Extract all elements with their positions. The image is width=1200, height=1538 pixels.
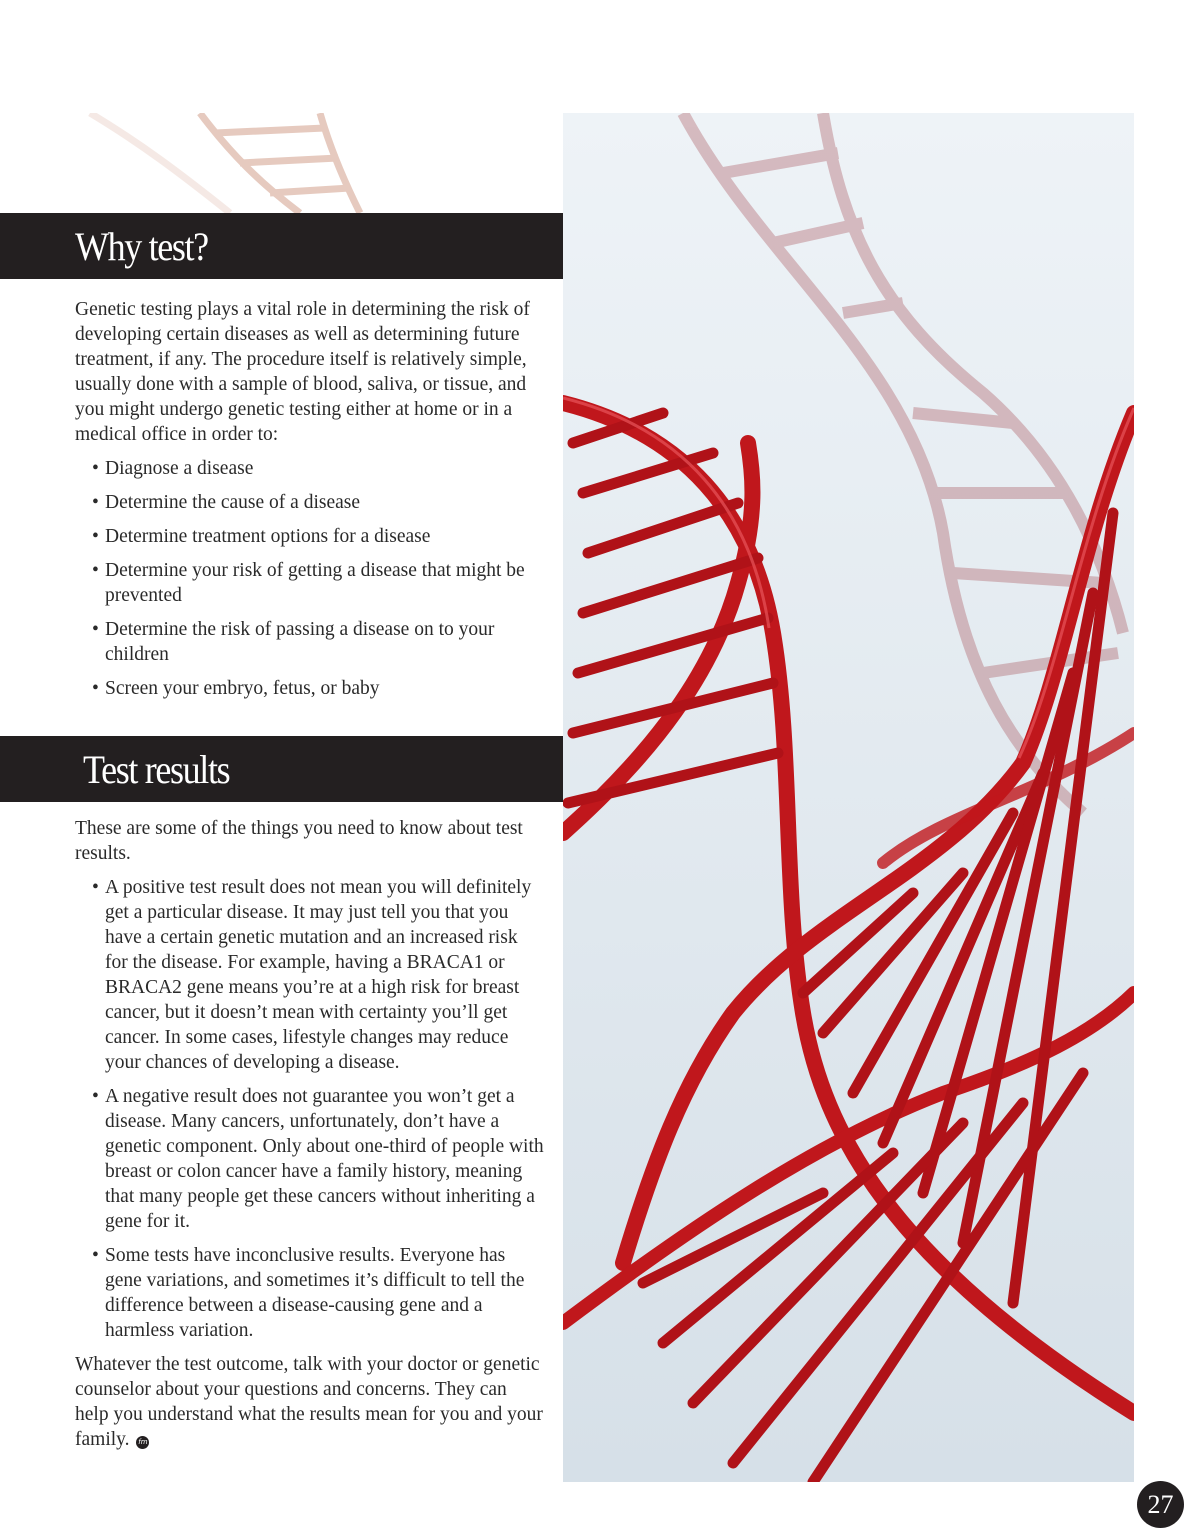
test-results-list [75,875,545,1343]
test-results-body [75,816,545,1452]
why-test-heading: Why test? [75,224,208,269]
test-results-heading-band [0,736,563,802]
list-item: • Determine treatment options for a disease [92,524,545,549]
closing-text: Whatever the test outcome, talk with your doctor or genetic counselor about your questions and concerns. They can help you understand what the results mean for you and your family. [75,1354,543,1450]
list-item: • Determine your risk of getting a disease that might be prevented [92,558,545,608]
list-item: • Determine the risk of passing a disease on to your children [92,617,545,667]
list-item: • A negative result does not guarantee you won’t get a disease. Many cancers, unfortunately, don’t have a genetic component. Only about one-third of people with breast or colon cancer have a family history, meaning that many people get these cancers without inheriting a gene for it. [92,1084,545,1234]
page-number: 27 [1137,1481,1184,1528]
list-item: • Determine the cause of a disease [92,490,545,515]
dna-helix-photo [563,113,1134,1482]
list-item: • A positive test result does not mean you will definitely get a particular disease. It may just tell you that you have a certain genetic mutation and an increased risk for the disease. For example, having a BRACA1 or BRACA2 gene means you’re at a high risk for breast cancer, but it doesn’t mean with certainty you’ll get cancer. In some cases, lifestyle changes may reduce your chances of developing a disease. [92,875,545,1075]
list-item: • Diagnose a disease [92,456,545,481]
test-results-heading: Test results [83,747,230,792]
end-mark-icon: fm [136,1436,149,1449]
list-item: • Screen your embryo, fetus, or baby [92,676,545,701]
test-results-closing [75,1352,545,1452]
list-item: • Some tests have inconclusive results. Everyone has gene variations, and sometimes it’s difficult to tell the difference between a disease-causing gene and a harmless variation. [92,1243,545,1343]
why-test-heading-band [0,213,563,279]
why-test-intro: Genetic testing plays a vital role in determining the risk of developing certain diseases as well as determining future treatment, if any. The procedure itself is relatively simple, usually done with a sample of blood, saliva, or tissue, and you might undergo genetic testing either at home or in a medical office in order to: [75,299,530,445]
test-results-intro: These are some of the things you need to know about test results. [75,818,523,864]
faded-dna-graphic [0,113,563,213]
why-test-body [75,297,545,710]
why-test-list [75,456,545,701]
